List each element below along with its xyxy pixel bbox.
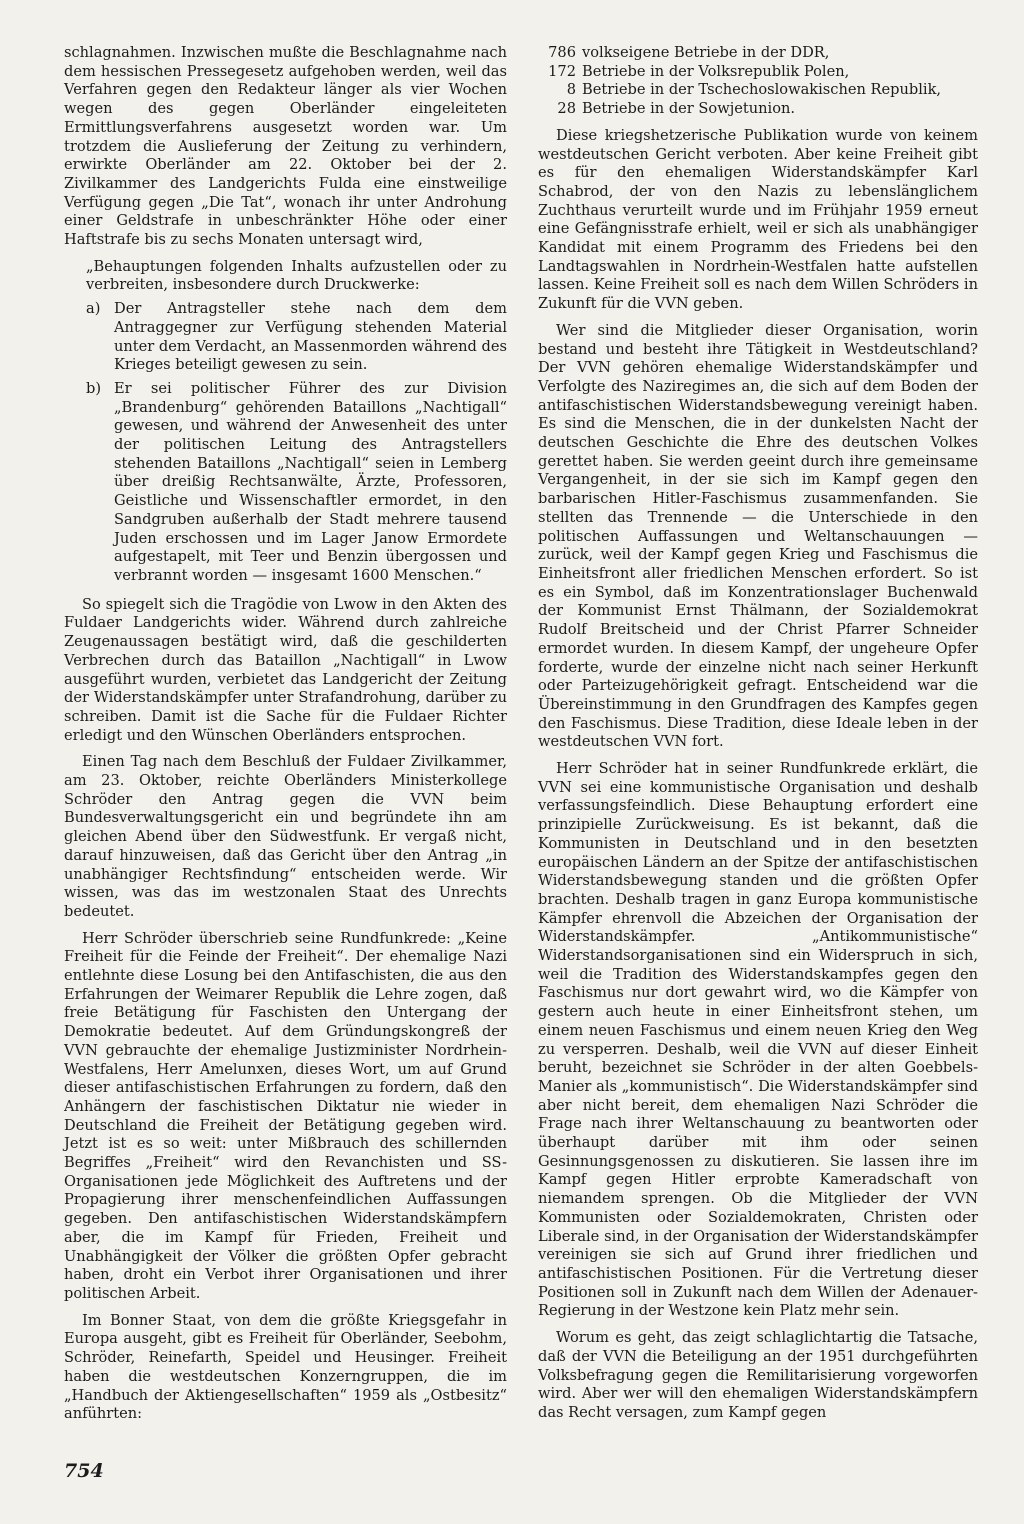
paragraph: Wer sind die Mitglieder dieser Organisation, worin bestand und besteht ihre Tätigkeit in Westdeutschland? Der VVN gehören ehemalige Widerstandskämpfer und Verfolgte des Naziregimes an, die sich auf dem Boden der antifaschistischen Widerstandsbewegung vereinigt haben. Es sind die Menschen, die in der dunkelsten Nacht der deutschen Geschichte die Ehre des deutschen Volkes gerettet haben. Sie werden geeint durch ihre gemeinsame Vergangenheit, in der sie sich im Kampf gegen den barbarischen Hitler-Faschismus zusammenfanden. Sie stellten das Trennende — die Unterschiede in den politischen Auffassungen und Weltanschauungen — zurück, weil der Kampf gegen Krieg und Faschismus die Einheitsfront aller friedlichen Menschen erfordert. So ist es ein Symbol, daß im Konzentrationslager Buchenwald der Kommunist Ernst Thälmann, der Sozialdemokrat Rudolf Breitscheid und der Christ Pfarrer Schneider ermordet wurden. In diesem Kampf, der ungeheure Opfer forderte, wurde der einzelne nicht nach seiner Herkunft oder Parteizugehörigkeit gefragt. Entscheidend war die Übereinstimmung in den Grundfragen des Kampfes gegen den Faschismus. Diese Tradition, diese Ideale leben in der westdeutschen VVN fort. — [538, 321, 978, 751]
item-marker: a) — [86, 300, 101, 318]
list-text: Betriebe in der Volksrepublik Polen, — [582, 62, 850, 80]
list-text: Betriebe in der Sowjetunion. — [582, 100, 796, 118]
paragraph: Diese kriegshetzerische Publikation wurde von keinem westdeutschen Gericht verboten. Aber keine Freiheit gibt es für den ehemaligen Widerstandskämpfer Karl Schabrod, der von den Nazis zu lebenslänglichem Zuchthaus verurteilt wurde und im Frühjahr 1959 erneut eine Gefängnisstrafe erhielt, weil er sich als unabhängiger Kandidat mit einem Programm des Friedens bei den Landtagswahlen in Nordrhein-Westfalen hatte aufstellen lassen. Keine Freiheit soll es nach dem Willen Schröders in Zukunft für die VVN geben. — [538, 126, 978, 313]
enterprise-list — [538, 44, 978, 119]
paragraph: Worum es geht, das zeigt schlaglichtartig die Tatsache, daß der VVN die Beteiligung an der 1951 durchgeführten Volksbefragung gegen die Remilitarisierung vorgeworfen wird. Aber wer will den ehemaligen Widerstandskämpfern das Recht versagen, zum Kampf gegen — [538, 1329, 978, 1421]
item-text: Er sei politischer Führer des zur Division „Brandenburg“ gehörenden Bataillons „Nachtigall“ gewesen, und während der Anwesenheit des unter der politischen Leitung des Antragstellers stehenden Bataillons „Nachtigall“ seien in Lemberg über dreißig Rechtsanwälte, Ärzte, Professoren, Geistliche und Wissenschaftler ermordet, in den Sandgruben außerhalb der Stadt mehrere tausend Juden erschossen und im Lager Janow Ermordete aufgestapelt, mit Teer und Benzin übergossen und verbrannt worden — insgesamt 1600 Menschen.“ — [114, 379, 507, 584]
item-text: Der Antragsteller stehe nach dem dem Antraggegner zur Verfügung stehenden Material unter dem Verdacht, an Massenmorden während des Krieges beteiligt gewesen zu sein. — [114, 300, 508, 374]
paragraph: Einen Tag nach dem Beschluß der Fuldaer Zivilkammer, am 23. Oktober, reichte Oberländers Ministerkollege Schröder den Antrag gegen die VVN beim Bundesverwaltungsgericht ein und begründete ihn am gleichen Abend über den Südwestfunk. Er vergaß nicht, darauf hinzuweisen, daß das Gericht über den Antrag „in unabhängiger Rechtsfindung“ entscheiden werde. Wir wissen, was das im westzonalen Staat des Unrechts bedeutet. — [64, 753, 507, 920]
paragraph: Herr Schröder überschrieb seine Rundfunkrede: „Keine Freiheit für die Feinde der Freiheit“. Der ehemalige Nazi entlehnte diese Losung bei den Antifaschisten, die aus den Erfahrungen der Weimarer Republik die Lehre zogen, daß freie Betätigung für Faschisten den Untergang der Demokratie bedeutet. Auf dem Gründungskongreß der VVN gebrauchte der ehemalige Justizminister Nordrhein-Westfalens, Herr Amelunxen, dieses Wort, um auf Grund dieser antifaschistischen Erfahrungen zu fordern, daß den Anhängern der faschistischen Diktatur nie wieder in Deutschland die Freiheit der Betätigung gegeben wird. Jetzt ist es so weit: unter Mißbrauch des schillernden Begriffes „Freiheit“ wird den Revanchisten und SS-Organisationen jede Möglichkeit des Auftretens und der Propagierung ihrer menschenfeindlichen Auffassungen gegeben. Den antifaschistischen Widerstandskämpfern aber, die im Kampf für Frieden, Freiheit und Unabhängigkeit der Völker die größten Opfer gebracht haben, droht ein Verbot ihrer Organisationen und ihrer politischen Arbeit. — [64, 929, 507, 1302]
item-marker: b) — [86, 379, 102, 397]
right-column — [538, 44, 978, 1431]
list-item — [538, 63, 978, 82]
paragraph: Herr Schröder hat in seiner Rundfunkrede erklärt, die VVN sei eine kommunistische Organisation und deshalb verfassungsfeindlich. Diese Behauptung erfordert eine prinzipielle Zurückweisung. Es ist bekannt, daß die Kommunisten in Deutschland und in den besetzten europäischen Ländern an der Spitze der antifaschistischen Widerstandsbewegung standen und die größten Opfer brachten. Deshalb tragen in ganz Europa kommunistische Kämpfer ehrenvoll die Abzeichen der Organisation der Widerstandskämpfer. „Antikommunistische“ Widerstandsorganisationen sind ein Widerspruch in sich, weil die Tradition des Widerstandskampfes gegen den Faschismus nur dort gewahrt wird, wo die Kämpfer von gestern auch heute in einer Einheitsfront stehen, um einem neuen Faschismus und einem neuen Krieg den Weg zu versperren. Deshalb, weil die VVN auf dieser Einheit beruht, bezeichnet sie Schröder in der alten Goebbels-Manier als „kommunistisch“. Die Widerstandskämpfer sind aber nicht bereit, dem ehemaligen Nazi Schröder die Frage nach ihrer Weltanschauung zu beantworten oder überhaupt darüber mit ihm oder seinen Gesinnungsgenossen zu diskutieren. Sie lassen ihre im Kampf gegen Hitler erprobte Kameradschaft von niemandem sprengen. Ob die Mitglieder der VVN Kommunisten oder Sozialdemokraten, Christen oder Liberale sind, in der Organisation der Widerstandskämpfer vereinigen sie sich auf Grund ihrer friedlichen und antifaschistischen Positionen. Für die Vertretung dieser Positionen soll in Zukunft nach dem Willen der Adenauer-Regierung in der Westzone kein Platz mehr sein. — [538, 760, 978, 1320]
list-item — [538, 44, 978, 63]
paragraph: schlagnahmen. Inzwischen mußte die Beschlagnahme nach dem hessischen Pressegesetz aufgehoben werden, weil das Verfahren gegen den Redakteur länger als vier Wochen wegen des gegen Oberländer eingeleiteten Ermittlungsverfahrens ausgesetzt worden war. Um trotzdem die Auslieferung der Zeitung zu verhindern, erwirkte Oberländer am 22. Oktober bei der 2. Zivilkammer des Landgerichts Fulda eine einstweilige Verfügung gegen „Die Tat“, wonach ihr unter Androhung einer Geldstrafe in unbeschränkter Höhe oder einer Haftstrafe bis zu sechs Monaten untersagt wird, — [64, 44, 507, 249]
list-number: 786 — [548, 44, 576, 61]
quote-intro: „Behauptungen folgenden Inhalts aufzustellen oder zu verbreiten, insbesondere durch Druckwerke: — [86, 257, 507, 294]
paragraph: So spiegelt sich die Tragödie von Lwow in den Akten des Fuldaer Landgerichts wider. Während durch zahlreiche Zeugenaussagen bestätigt wird, daß die geschilderten Verbrechen durch das Bataillon „Nachtigall“ in Lwow ausgeführt wurden, verbietet das Landgericht der Zeitung der Widerstandskämpfer unter Strafandrohung, darüber zu schreiben. Damit ist die Sache für die Fuldaer Richter erledigt und den Wünschen Oberländers entsprochen. — [64, 595, 507, 744]
list-number: 172 — [548, 62, 576, 80]
quote-item-a — [86, 300, 507, 375]
list-item — [538, 100, 978, 119]
list-number: 28 — [557, 100, 576, 118]
list-number: 8 — [566, 81, 576, 99]
list-text: Betriebe in der Tschechoslowakischen Republik, — [582, 81, 942, 99]
list-text: volkseigene Betriebe in der DDR, — [582, 44, 830, 61]
quote-item-b — [86, 380, 507, 586]
left-column — [64, 44, 507, 1432]
page-number: 754 — [64, 1460, 104, 1482]
list-item — [538, 81, 978, 100]
paragraph: Im Bonner Staat, von dem die größte Kriegsgefahr in Europa ausgeht, gibt es Freiheit für Oberländer, Seebohm, Schröder, Reinefarth, Speidel und Heusinger. Freiheit haben die westdeutschen Konzerngruppen, die im „Handbuch der Aktiengesellschaften“ 1959 als „Ostbesitz“ anführten: — [64, 1311, 507, 1423]
